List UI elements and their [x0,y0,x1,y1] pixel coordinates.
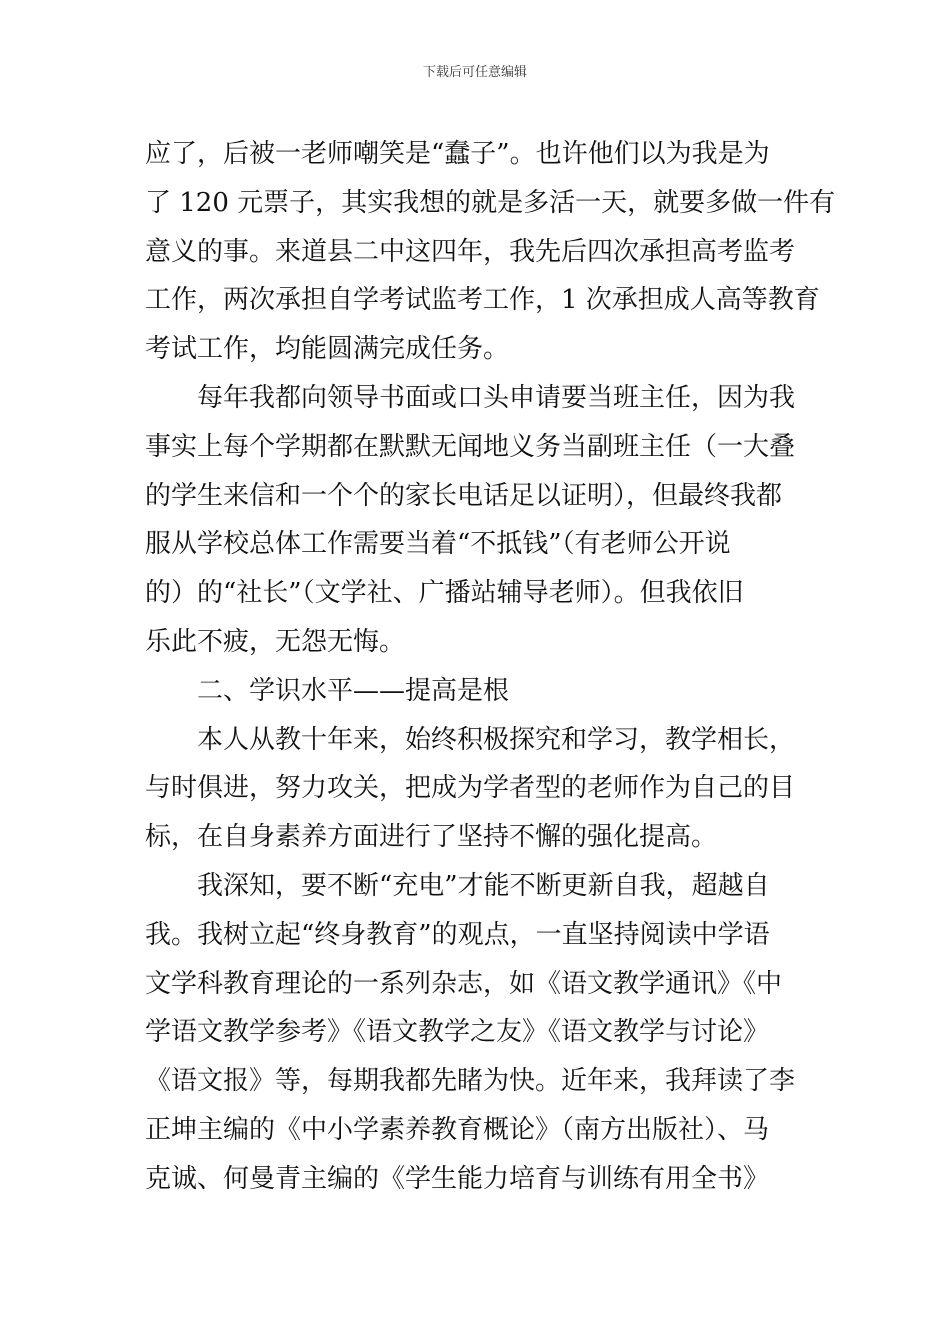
text-line: 乐此不疲，无怨无悔。 [145,626,406,657]
document-body [145,130,836,1204]
text-line: 事实上每个学期都在默默无闻地义务当副班主任（一大叠 [145,431,796,462]
text-line: 《语文报》等，每期我都先睹为快。近年来，我拜读了李 [145,1066,796,1097]
text-line: 应了，后被一老师嘲笑是“蠢子”。也许他们以为我是为 [145,139,770,169]
text-line: 的学生来信和一个个的家长电话足以证明），但最终我都 [145,480,783,511]
text-line: 文学科教育理论的一系列杂志，如《语文教学通讯》《中 [145,968,783,999]
text-line: 每年我都向领导书面或口头申请要当班主任，因为我 [197,382,796,413]
text-line: 意义的事。来道县二中这四年，我先后四次承担高考监考 [145,236,796,267]
text-line: 工作，两次承担自学考试监考工作，1 次承担成人高等教育 [145,285,820,316]
page-header: 下载后可任意编辑 [422,65,527,80]
text-line: 我。我树立起“终身教育”的观点，一直坚持阅读中学语 [145,919,770,950]
text-line: 学语文教学参考》《语文教学之友》《语文教学与讨论》 [145,1017,770,1048]
text-line: 我深知，要不断“充电”才能不断更新自我，超越自 [197,870,770,901]
text-line: 了 120 元票子，其实我想的就是多活一天，就要多做一件有 [145,187,836,218]
text-line: 与时俱进，努力攻关，把成为学者型的老师作为自己的目 [145,773,796,804]
text-line: 考试工作，均能圆满完成任务。 [145,334,510,365]
text-line: 的）的“社长”（文学社、广播站辅导老师）。但我依旧 [145,578,744,609]
text-line: 服从学校总体工作需要当着“不抵钱”（有老师公开说 [145,529,731,560]
text-line: 本人从教十年来，始终积极探究和学习，教学相长， [197,724,796,755]
text-line: 正坤主编的《中小学素养教育概论》（南方出版社）、马 [145,1114,770,1145]
text-line: 标，在自身素养方面进行了坚持不懈的强化提高。 [145,822,718,853]
section-heading: 二、学识水平——提高是根 [197,675,510,706]
text-line: 克诚、何曼青主编的《学生能力培育与训练有用全书》 [145,1163,770,1194]
